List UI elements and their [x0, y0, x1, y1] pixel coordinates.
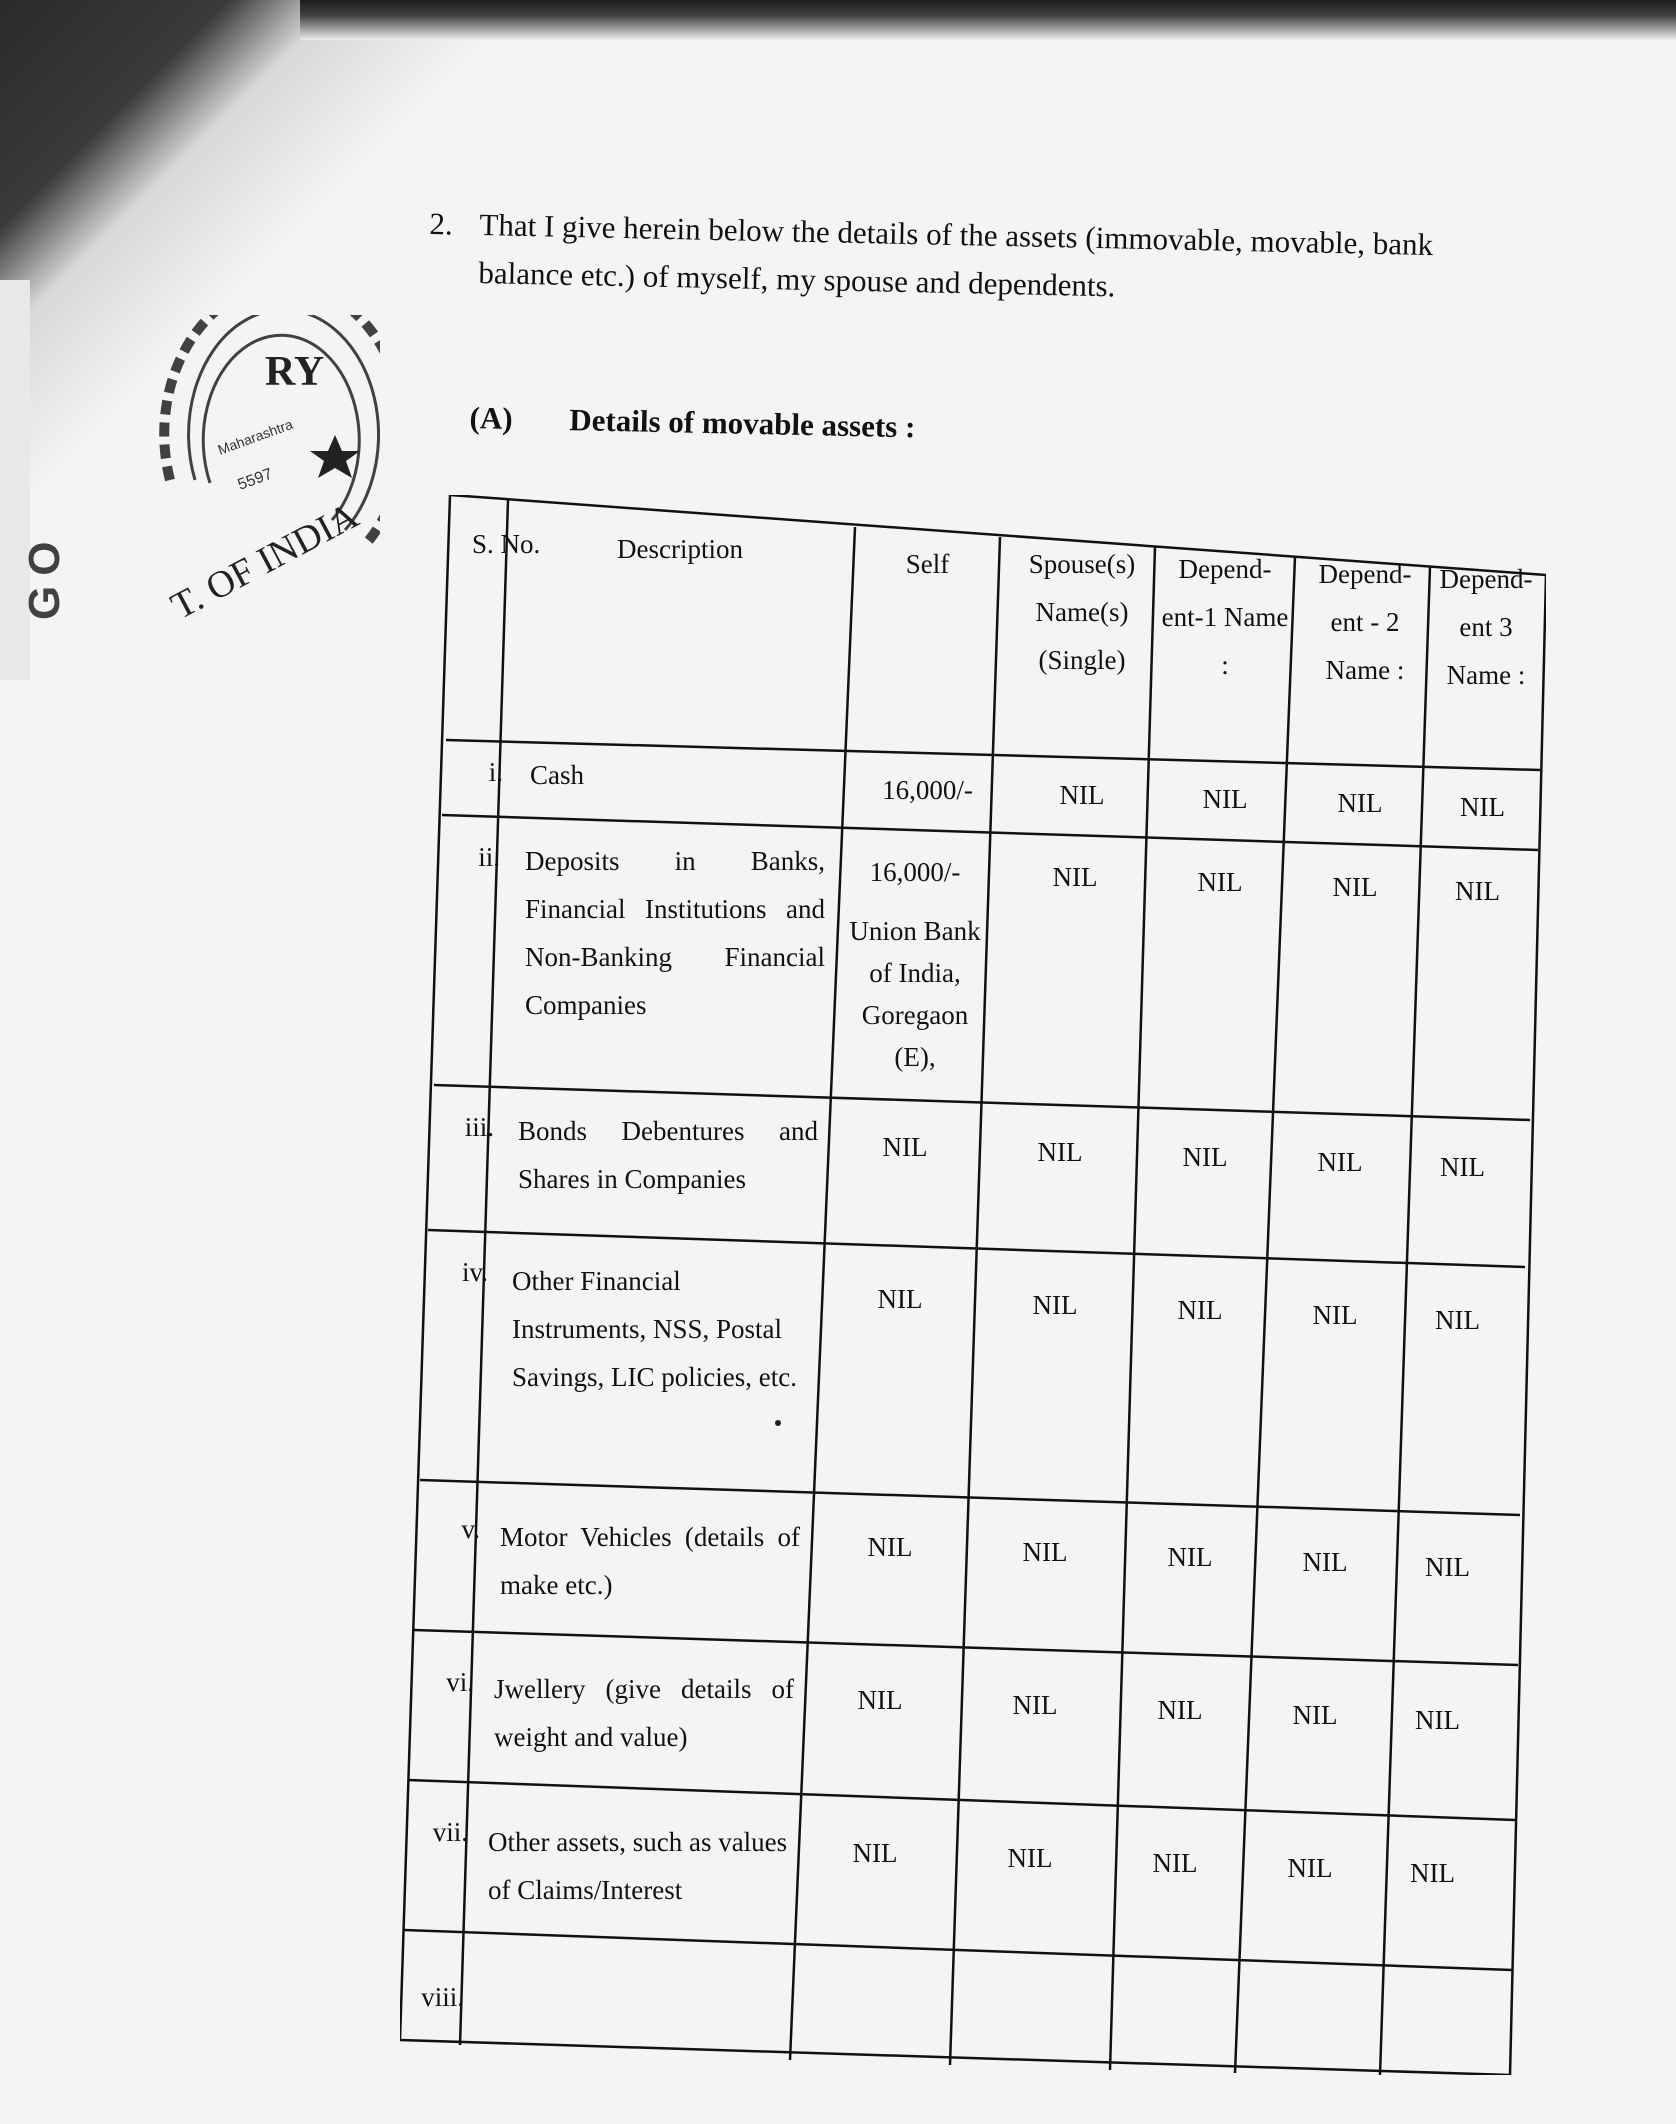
- row-5-dependent-2: NIL: [1302, 1547, 1348, 1577]
- row-4-dependent-3: NIL: [1435, 1305, 1480, 1335]
- row-1-spouse: NIL: [1059, 780, 1105, 810]
- row-6-dependent-1: NIL: [1157, 1695, 1203, 1725]
- row-3-spouse: NIL: [1037, 1137, 1083, 1167]
- row-6-self: NIL: [857, 1685, 903, 1715]
- row-1-self: 16,000/-: [882, 775, 973, 805]
- notary-seal-stamp: [150, 315, 380, 645]
- seal-inner-text-1: Maharashtra: [215, 415, 295, 458]
- seal-letters-top: RY: [265, 349, 325, 395]
- row-3-dependent-3: NIL: [1440, 1152, 1485, 1182]
- row-6-dependent-3: NIL: [1415, 1705, 1460, 1735]
- row-7-description: Other assets, such as values of Claims/Interest: [488, 1827, 788, 1905]
- row-4-sno: iv.: [462, 1257, 488, 1287]
- row-5-self: NIL: [867, 1532, 913, 1562]
- ink-dot: [775, 1420, 781, 1426]
- row-3-description: Bonds Debentures and Shares in Companies: [518, 1116, 818, 1194]
- row-2-self: 16,000/-: [869, 857, 961, 887]
- header-description: Description: [617, 534, 743, 564]
- row-1-dependent-2: NIL: [1337, 788, 1383, 818]
- row-5-dependent-3: NIL: [1425, 1552, 1470, 1582]
- row-3-dependent-1: NIL: [1182, 1142, 1228, 1172]
- intro-text: That I give herein below the details of the assets (immovable, movable, bank balance etc.) of myself, my spouse and dependents.: [478, 207, 1434, 304]
- row-7-self: NIL: [852, 1838, 898, 1868]
- header-dependent-1: Depend- ent-1 Name :: [1161, 554, 1289, 680]
- seal-bottom-text: T. OF INDIA: [164, 494, 366, 628]
- row-6-spouse: NIL: [1012, 1690, 1058, 1720]
- row-7-dependent-2: NIL: [1287, 1853, 1333, 1883]
- row-7-dependent-3: NIL: [1410, 1858, 1455, 1888]
- row-6-dependent-2: NIL: [1292, 1700, 1338, 1730]
- header-self: Self: [905, 549, 950, 579]
- header-dependent-3: Depend- ent 3 Name :: [1439, 564, 1533, 690]
- left-stamp-fragment: GO: [20, 531, 69, 620]
- row-3-dependent-2: NIL: [1317, 1147, 1363, 1177]
- row-7-dependent-1: NIL: [1152, 1848, 1198, 1878]
- row-8-sno: viii.: [421, 1982, 464, 2012]
- row-5-sno: v.: [461, 1514, 480, 1544]
- section-title: Details of movable assets :: [568, 402, 916, 445]
- seal-inner-text-2: 5597: [235, 465, 275, 494]
- scanner-top-edge: [300, 0, 1676, 40]
- row-4-self: NIL: [877, 1284, 923, 1314]
- row-2-dependent-1: NIL: [1197, 867, 1243, 897]
- row-4-dependent-1: NIL: [1177, 1295, 1223, 1325]
- row-1-dependent-1: NIL: [1202, 784, 1248, 814]
- row-3-self: NIL: [882, 1132, 928, 1162]
- row-1-dependent-3: NIL: [1460, 792, 1505, 822]
- intro-number: 2.: [429, 205, 454, 242]
- row-2-sno: ii.: [478, 842, 500, 872]
- row-2-self-note: Union Bank of India, Goregaon (E),: [849, 916, 981, 1072]
- row-2-dependent-3: NIL: [1455, 876, 1500, 906]
- section-label: (A): [469, 400, 514, 436]
- row-5-spouse: NIL: [1022, 1537, 1068, 1567]
- row-7-spouse: NIL: [1007, 1843, 1053, 1873]
- row-4-spouse: NIL: [1032, 1290, 1078, 1320]
- row-2-description: Deposits in Banks, Financial Institutions and Non-Banking Financial Companies: [525, 846, 825, 1020]
- row-2-dependent-2: NIL: [1332, 872, 1378, 902]
- row-6-sno: vi.: [446, 1667, 474, 1697]
- row-4-description: Other Financial Instruments, NSS, Postal Savings, LIC policies, etc.: [512, 1266, 797, 1392]
- row-1-sno: i.: [488, 757, 503, 787]
- header-sno: S. No.: [472, 529, 541, 559]
- header-dependent-2: Depend- ent - 2 Name :: [1318, 559, 1412, 685]
- row-7-sno: vii.: [432, 1817, 468, 1847]
- header-spouse: Spouse(s) Name(s) (Single): [1028, 549, 1136, 675]
- row-2-spouse: NIL: [1052, 862, 1098, 892]
- movable-assets-table: [400, 495, 1546, 2075]
- row-6-description: Jwellery (give details of weight and value): [494, 1674, 794, 1752]
- row-5-dependent-1: NIL: [1167, 1542, 1213, 1572]
- row-1-description: Cash: [530, 760, 584, 790]
- row-4-dependent-2: NIL: [1312, 1300, 1358, 1330]
- row-3-sno: iii.: [464, 1112, 494, 1142]
- row-5-description: Motor Vehicles (details of make etc.): [500, 1522, 800, 1600]
